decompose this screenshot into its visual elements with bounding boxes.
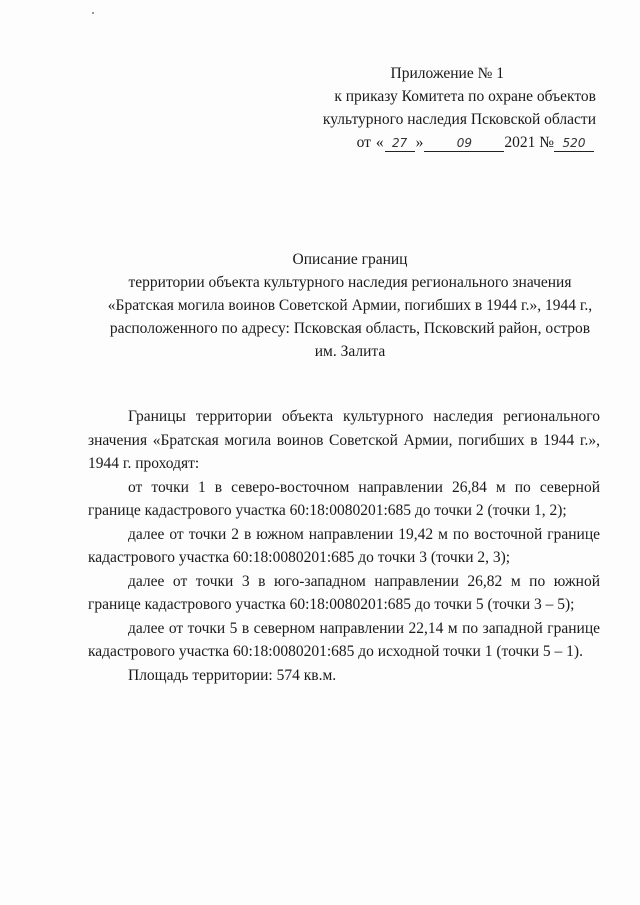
- open-quote: «: [375, 134, 384, 151]
- document-body: [88, 405, 600, 687]
- appendix-committee: культурного наследия Псковской области: [322, 111, 596, 128]
- appendix-number: Приложение № 1: [390, 65, 504, 82]
- appendix-header: [323, 62, 596, 154]
- area-paragraph: Площадь территории: 574 кв.м.: [128, 666, 337, 684]
- intro-paragraph: Границы территории объекта культурного наследия регионального значения «Братская могила воинов Советской Армии, погибших в 1944 г.», 1944 г. проходят:: [88, 408, 600, 472]
- boundary-segment-2: далее от точки 2 в южном направлении 19,42 м по восточной границе кадастрового участка 60:18:0080201:685 до точки 3 (точки 2, 3);: [88, 525, 600, 566]
- order-day-handwritten: 27: [385, 135, 415, 152]
- order-date-line: [323, 131, 594, 154]
- order-prefix: от: [356, 134, 371, 151]
- title-line-3: «Братская могила воинов Советской Армии, погибших в 1944 г.», 1944 г.,: [107, 297, 593, 314]
- appendix-order-ref: к приказу Комитета по охране объектов: [334, 88, 596, 105]
- order-year: 2021 №: [504, 134, 554, 151]
- title-line-5: им. Залита: [314, 343, 386, 360]
- scan-speck: [92, 12, 94, 14]
- order-number-handwritten: 520: [554, 135, 594, 152]
- document-title: [80, 248, 620, 363]
- order-month-handwritten: 09: [424, 135, 504, 152]
- boundary-segment-3: далее от точки 3 в юго-западном направлении 26,82 м по южной границе кадастрового участка 60:18:0080201:685 до точки 5 (точки 3 – 5);: [88, 572, 600, 613]
- title-line-4: расположенного по адресу: Псковская область, Псковский район, остров: [109, 320, 591, 337]
- close-quote: »: [415, 134, 424, 151]
- boundary-segment-4: далее от точки 5 в северном направлении 22,14 м по западной границе кадастрового участка 60:18:0080201:685 до исходной точки 1 (точки 5 – 1).: [88, 619, 600, 660]
- title-line-2: территории объекта культурного наследия регионального значения: [128, 274, 572, 291]
- boundary-segment-1: от точки 1 в северо-восточном направлении 26,84 м по северной границе кадастрового участка 60:18:0080201:685 до точки 2 (точки 1, 2);: [88, 478, 600, 519]
- title-heading: Описание границ: [292, 251, 408, 268]
